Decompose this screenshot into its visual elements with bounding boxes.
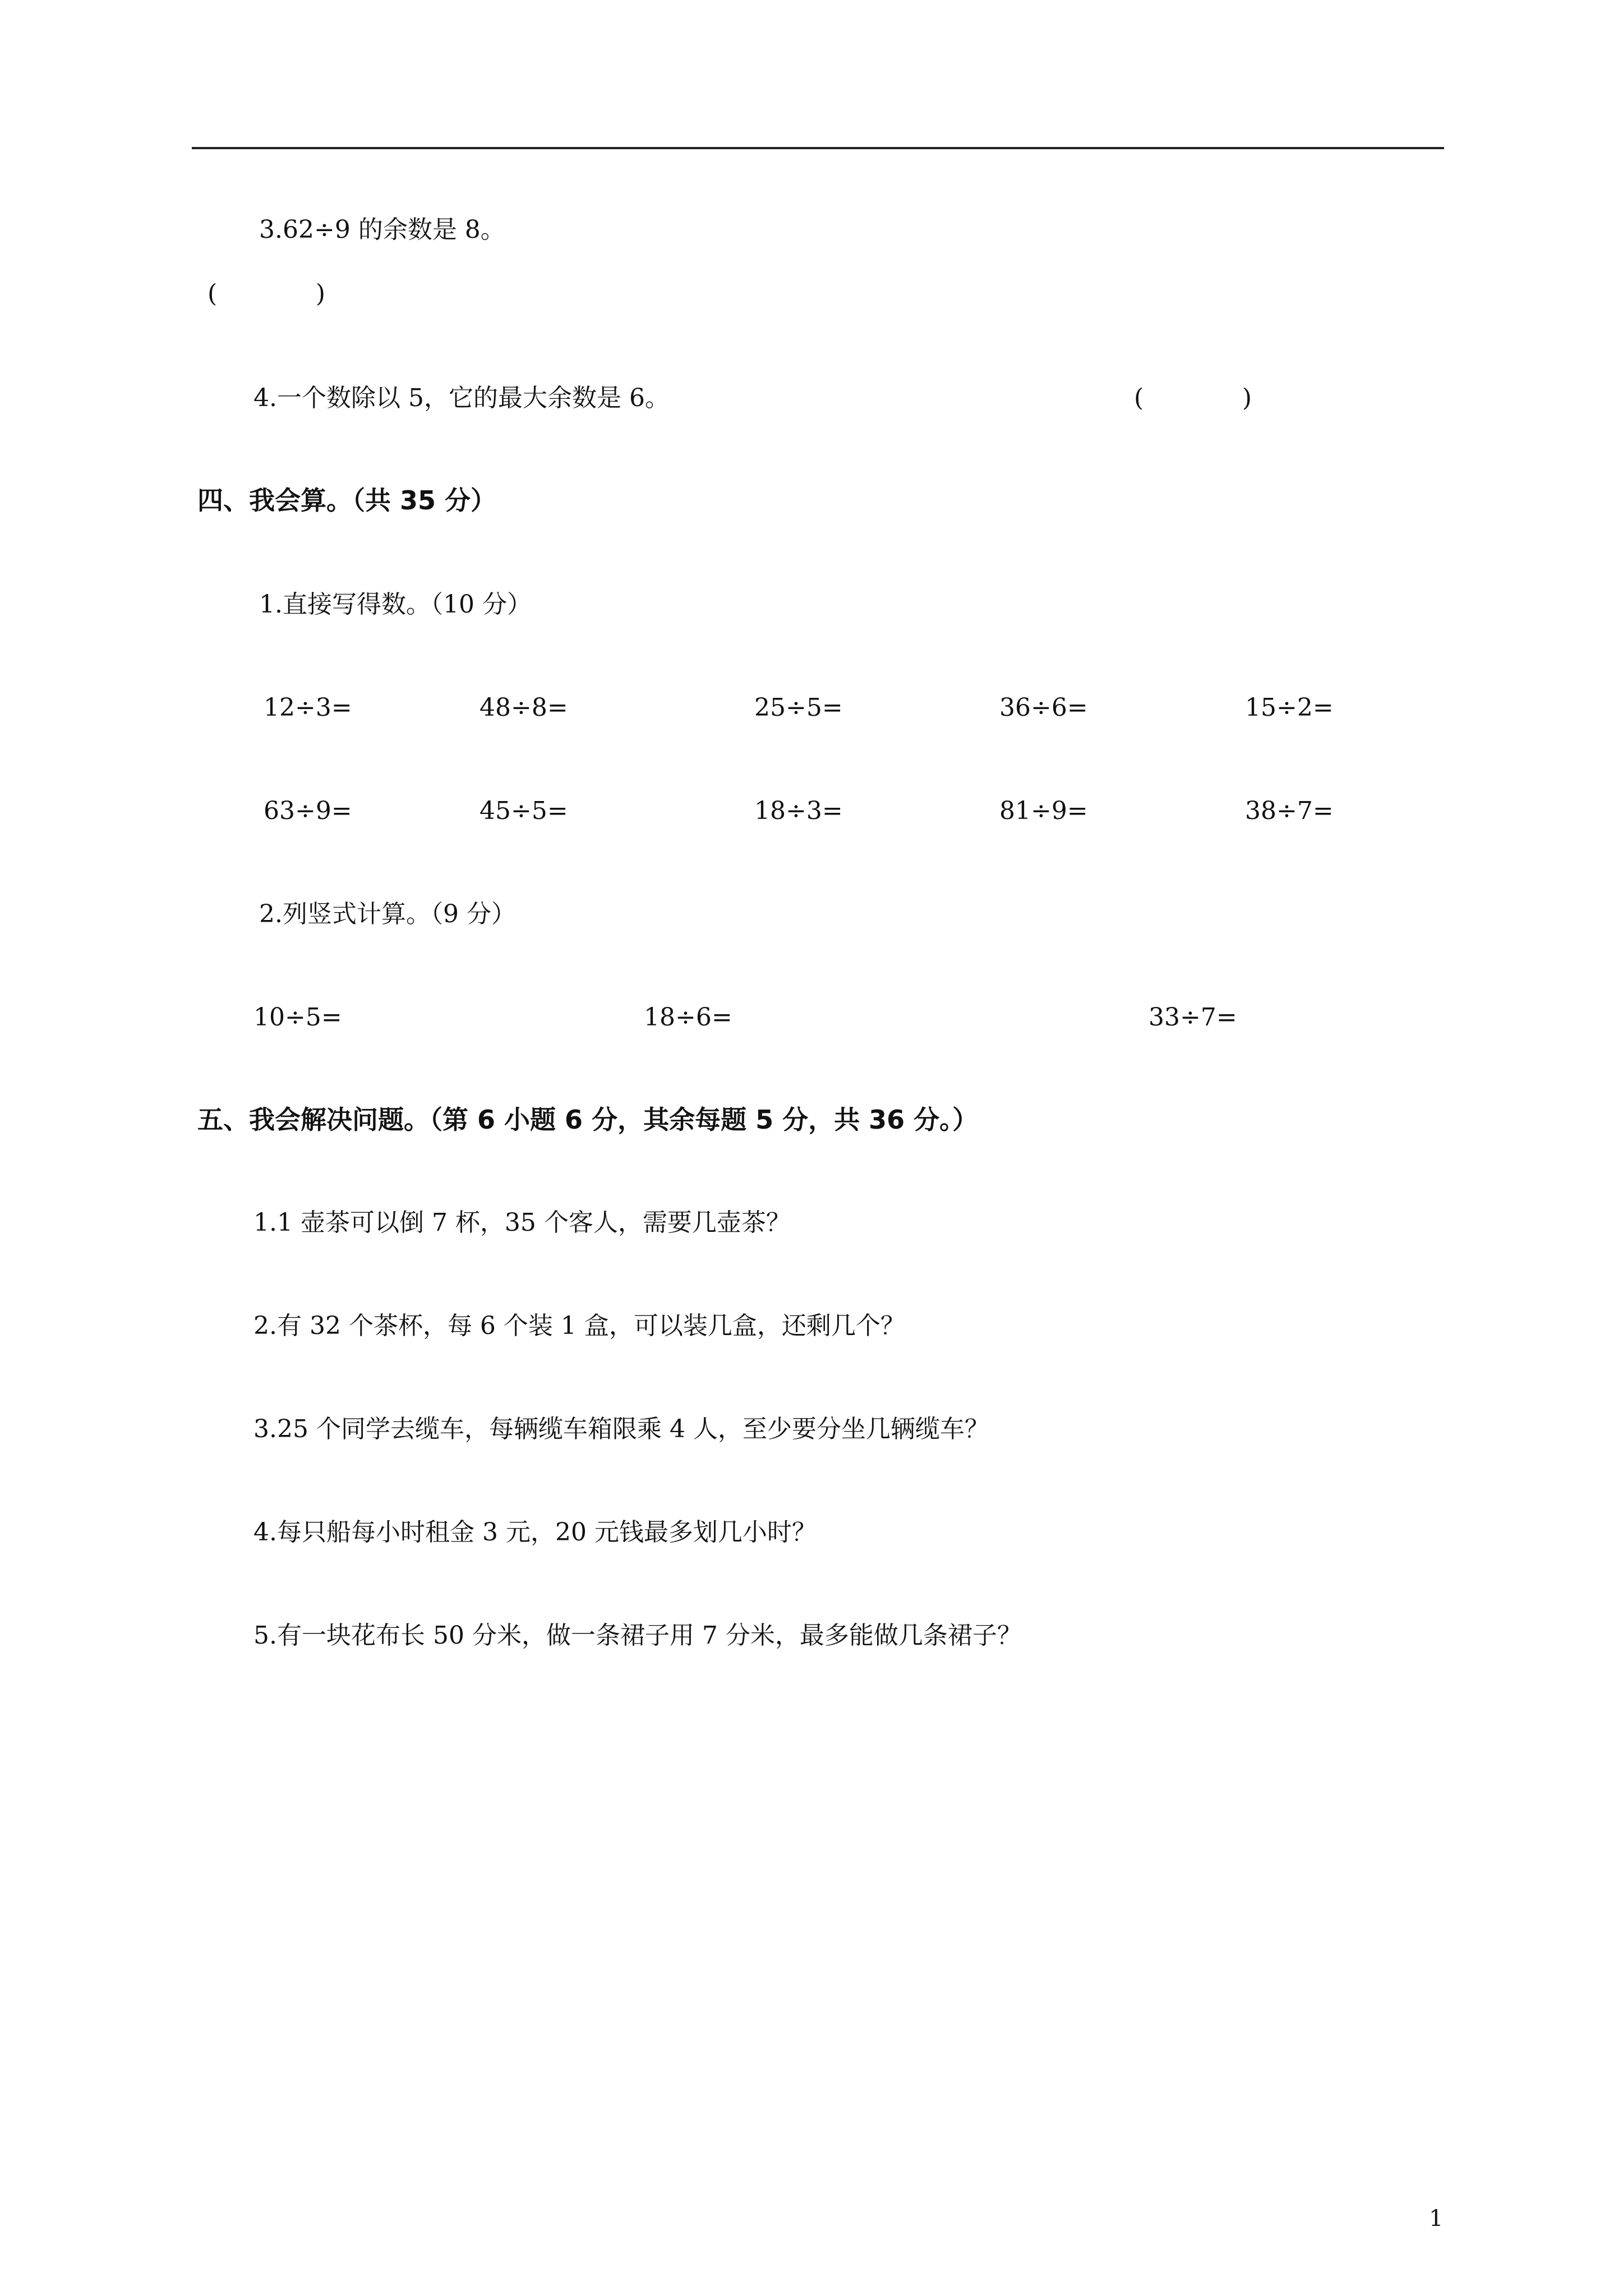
vertical-calc-item: 18÷6= [644,1003,732,1032]
vertical-calc-item: 33÷7= [1149,1003,1237,1032]
answer-parentheses [208,277,325,311]
calc-item: 25÷5= [754,693,843,722]
calc-item: 18÷3= [754,797,843,825]
word-problem: 4.每只船每小时租金 3 元，20 元钱最多划几小时？ [253,1518,817,1547]
paren-close: ) [1242,384,1252,412]
calc-item: 81÷9= [999,797,1088,825]
calc-item: 63÷9= [264,797,352,825]
header-rule [192,147,1444,149]
word-problem: 1.1 壶茶可以倒 7 杯，35 个客人，需要几壶茶？ [253,1208,791,1237]
word-problem: 2.有 32 个茶杯，每 6 个装 1 盒，可以装几盒，还剩几个？ [253,1312,905,1340]
word-problem: 3.25 个同学去缆车，每辆缆车箱限乘 4 人，至少要分坐几辆缆车？ [253,1415,989,1443]
paren-open: ( [1134,384,1144,412]
calc-item: 38÷7= [1245,797,1334,825]
calc-item: 12÷3= [264,693,352,722]
tf-item-3: 3.62÷9 的余数是 8。 [259,215,505,244]
page-number: 1 [1429,2206,1444,2231]
word-problem: 5.有一块花布长 50 分米，做一条裙子用 7 分米，最多能做几条裙子？ [253,1621,1022,1650]
section-heading-5: 五、我会解决问题。（第 6 小题 6 分，其余每题 5 分，共 36 分。） [197,1105,979,1135]
paren-close: ) [315,279,325,308]
calc-item: 45÷5= [479,797,568,825]
section-heading-4: 四、我会算。（共 35 分） [197,485,497,516]
calc-item: 48÷8= [479,693,568,722]
tf-item-4: 4.一个数除以 5，它的最大余数是 6。 [253,384,670,412]
answer-parentheses [1134,381,1252,415]
paren-open: ( [208,279,218,308]
calc-item: 15÷2= [1245,693,1334,722]
calc-item: 36÷6= [999,693,1088,722]
part-title-vertical-calc: 2.列竖式计算。（9 分） [259,900,516,928]
vertical-calc-item: 10÷5= [253,1003,342,1032]
part-title-direct-answer: 1.直接写得数。（10 分） [259,590,532,619]
